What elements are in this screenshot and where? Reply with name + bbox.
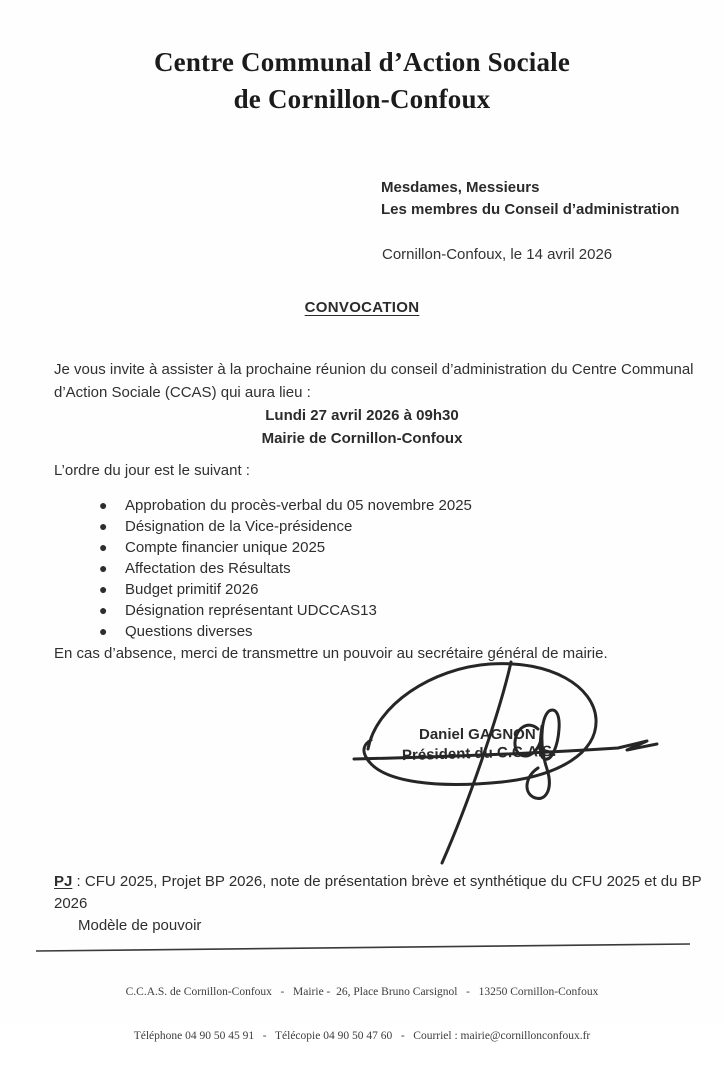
agenda-item-text: Questions diverses <box>125 623 253 640</box>
bullet-icon: ● <box>99 497 108 513</box>
intro-paragraph <box>54 358 694 404</box>
subject-heading-wrap <box>0 299 724 317</box>
intro-line1: Je vous invite à assister à la prochaine réunion du conseil d’administration du Centre Communal <box>54 361 694 378</box>
attachments-line2: Modèle de pouvoir <box>78 917 202 934</box>
attachments-label: PJ <box>54 873 73 890</box>
agenda-item <box>99 558 472 579</box>
meeting-location: Mairie de Cornillon-Confoux <box>261 430 463 447</box>
place-date-line: Cornillon-Confoux, le 14 avril 2026 <box>382 246 613 263</box>
subject-heading: CONVOCATION <box>304 299 420 316</box>
footer-divider <box>0 936 724 956</box>
signatory-title: Président du C.C.A.S. <box>401 742 557 765</box>
organization-title-line1: Centre Communal d’Action Sociale <box>153 47 571 77</box>
absence-note: En cas d’absence, merci de transmettre un pouvoir au secrétaire général de mairie. <box>54 645 608 662</box>
agenda-item <box>99 579 472 600</box>
bullet-icon: ● <box>99 518 108 534</box>
signatory-name: Daniel GAGNON <box>419 726 536 743</box>
organization-title <box>0 44 724 118</box>
attachments-line1: : CFU 2025, Projet BP 2026, note de présentation brève et synthétique du CFU 2025 et du BP 2026 <box>54 873 702 912</box>
agenda-list <box>99 495 472 642</box>
agenda-item-text: Désignation représentant UDCCAS13 <box>125 602 377 619</box>
agenda-item-text: Approbation du procès-verbal du 05 novembre 2025 <box>125 497 472 514</box>
organization-title-line2: de Cornillon-Confoux <box>233 84 491 114</box>
footer-phone-line: Téléphone 04 90 50 45 91 - Télécopie 04 90 50 47 60 - Courriel : mairie@cornillonconfoux.fr <box>133 1029 591 1042</box>
recipient-line2: Les membres du Conseil d’administration <box>381 201 680 218</box>
footer-address-line: C.C.A.S. de Cornillon-Confoux - Mairie - 26, Place Bruno Carsignol - 13250 Cornillon-Confoux <box>125 986 599 998</box>
agenda-item-text: Compte financier unique 2025 <box>125 539 326 556</box>
bullet-icon: ● <box>99 560 108 576</box>
agenda-item-text: Désignation de la Vice-présidence <box>125 518 353 535</box>
meeting-info <box>0 404 724 450</box>
intro-line2: d’Action Sociale (CCAS) qui aura lieu : <box>54 384 311 401</box>
footer-contact-block <box>0 956 724 1072</box>
agenda-item <box>99 495 472 516</box>
agenda-item-text: Budget primitif 2026 <box>125 581 259 598</box>
recipient-line1: Mesdames, Messieurs <box>381 179 540 196</box>
attachments-block <box>54 871 724 937</box>
bullet-icon: ● <box>99 581 108 597</box>
bullet-icon: ● <box>99 623 108 639</box>
agenda-item <box>99 516 472 537</box>
agenda-intro: L’ordre du jour est le suivant : <box>54 462 250 479</box>
bullet-icon: ● <box>99 539 108 555</box>
agenda-item <box>99 621 472 642</box>
agenda-item <box>99 600 472 621</box>
recipient-block <box>381 177 679 221</box>
bullet-icon: ● <box>99 602 108 618</box>
agenda-item-text: Affectation des Résultats <box>125 560 291 577</box>
agenda-item <box>99 537 472 558</box>
meeting-datetime: Lundi 27 avril 2026 à 09h30 <box>265 407 459 424</box>
